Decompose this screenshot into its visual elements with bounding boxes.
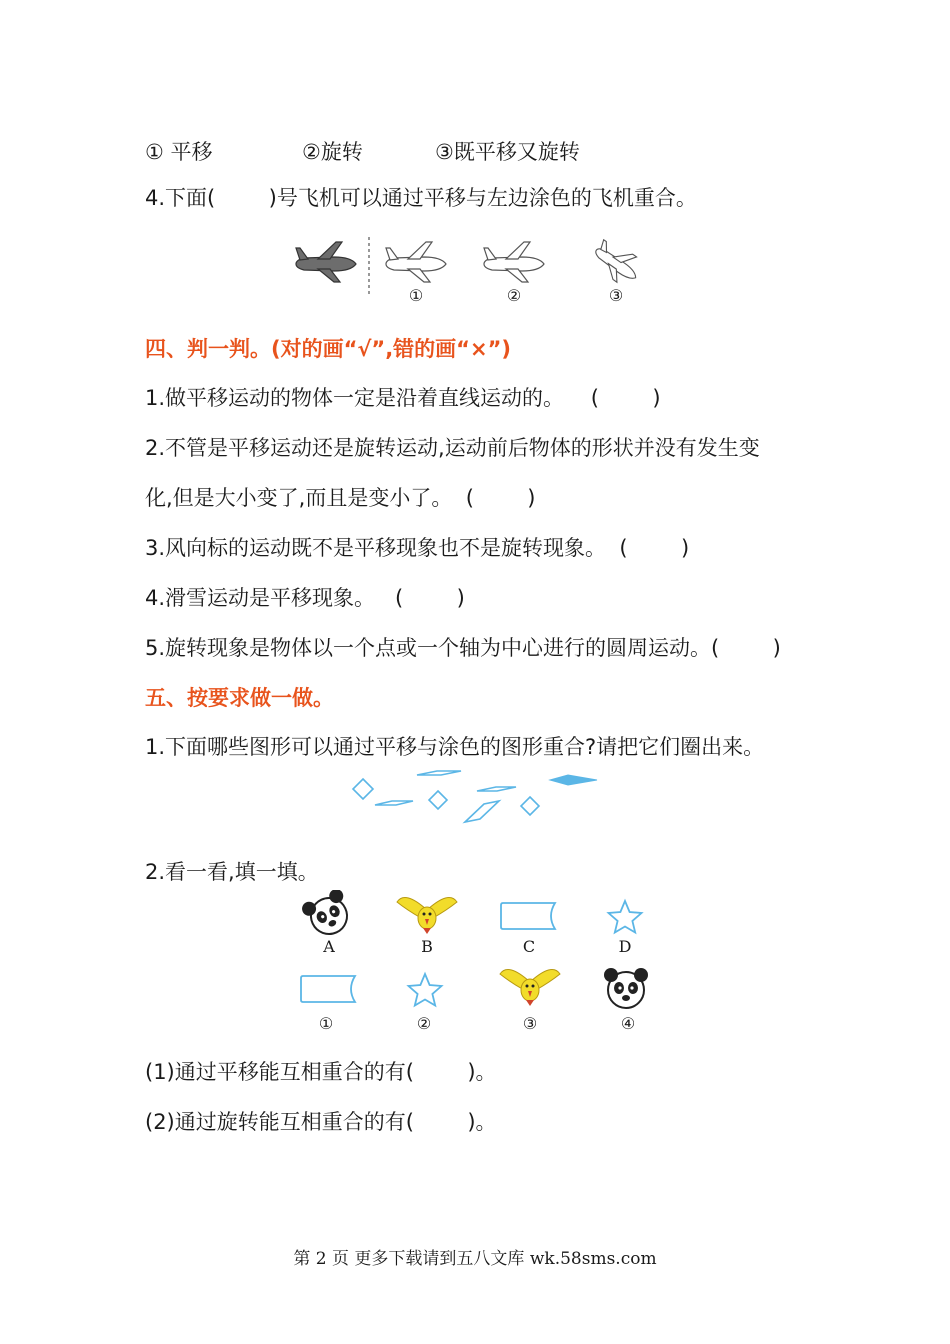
label-4: ④ — [620, 1014, 636, 1033]
judge-item-3: 3.风向标的运动既不是平移现象也不是旋转现象。 ( ) — [145, 536, 690, 560]
fill-question-1: (1)通过平移能互相重合的有( )。 — [145, 1060, 497, 1084]
judge-item-2-cont: 化,但是大小变了,而且是变小了。 ( ) — [145, 486, 536, 510]
label-1: ① — [318, 1014, 334, 1033]
judge-item-1: 1.做平移运动的物体一定是沿着直线运动的。 ( ) — [145, 386, 661, 410]
star-d-icon — [609, 901, 642, 933]
rhombus-shape-5 — [465, 801, 499, 822]
airplane-label-1: ① — [408, 286, 424, 305]
label-d: D — [618, 937, 632, 956]
label-b: B — [421, 937, 433, 956]
option-both: ③既平移又旋转 — [435, 140, 580, 164]
option-translate: ① 平移 — [145, 140, 213, 164]
bird-b-icon — [397, 898, 457, 935]
rhombus-shape-2 — [375, 801, 413, 805]
label-3: ③ — [522, 1014, 538, 1033]
judge-item-2: 2.不管是平移运动还是旋转运动,运动前后物体的形状并没有发生变 — [145, 436, 760, 460]
shaded-airplane-icon — [296, 242, 356, 282]
panda-a-icon — [300, 890, 357, 942]
rhombus-shape-6 — [477, 787, 516, 791]
section-5-heading: 五、按要求做一做。 — [145, 686, 334, 710]
tag-1-icon — [301, 976, 355, 1002]
bird-3-icon — [500, 970, 560, 1007]
label-a: A — [323, 937, 335, 956]
rhombus-shape-3 — [417, 771, 461, 775]
airplane-1-icon — [386, 242, 446, 282]
label-c: C — [522, 937, 536, 956]
airplane-label-2: ② — [506, 286, 522, 305]
label-2: ② — [416, 1014, 432, 1033]
rhombus-figure — [345, 765, 605, 831]
section-4-heading: 四、判一判。(对的画“√”,错的画“×”) — [145, 337, 511, 361]
question-5-2: 2.看一看,填一填。 — [145, 860, 319, 884]
panda-4-icon — [604, 968, 648, 1008]
airplane-label-3: ③ — [608, 286, 624, 305]
shaded-rhombus-shape — [550, 775, 597, 785]
airplane-3-icon — [588, 236, 646, 290]
rhombus-shape-1 — [353, 779, 373, 799]
question-5-1: 1.下面哪些图形可以通过平移与涂色的图形重合?请把它们圈出来。 — [145, 735, 765, 759]
question-4: 4.下面( )号飞机可以通过平移与左边涂色的飞机重合。 — [145, 186, 697, 210]
page-footer: 第 2 页 更多下载请到五八文库 wk.58sms.com — [293, 1249, 657, 1269]
tag-c-icon — [501, 903, 555, 929]
judge-item-4: 4.滑雪运动是平移现象。 ( ) — [145, 586, 465, 610]
judge-item-5: 5.旋转现象是物体以一个点或一个轴为中心进行的圆周运动。( ) — [145, 636, 781, 660]
rhombus-shape-7 — [521, 797, 539, 815]
airplane-2-icon — [484, 242, 544, 282]
option-rotate: ②旋转 — [302, 140, 363, 164]
matching-figure — [300, 890, 660, 1040]
rhombus-shape-4 — [429, 791, 447, 809]
fill-question-2: (2)通过旋转能互相重合的有( )。 — [145, 1110, 497, 1134]
star-2-icon — [409, 974, 442, 1006]
